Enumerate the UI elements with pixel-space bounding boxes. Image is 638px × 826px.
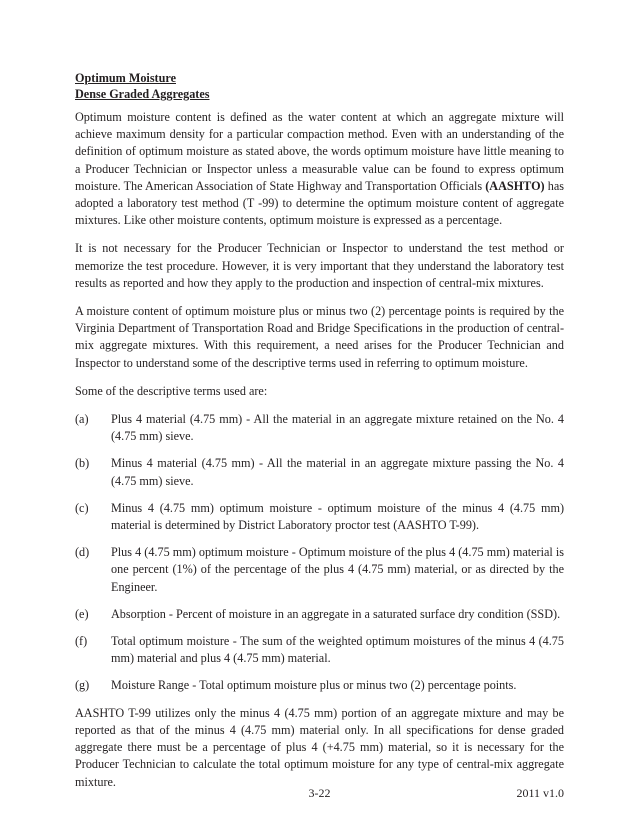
list-item-text: Plus 4 material (4.75 mm) - All the material in an aggregate mixture retained on the No. 4 (4.75 mm) sieve. (111, 412, 564, 444)
page-footer (75, 786, 564, 802)
list-item-label: (c) (75, 500, 89, 515)
paragraph-requirement: A moisture content of optimum moisture plus or minus two (2) percentage points is required by the Virginia Department of Transportation Road and Bridge Specifications in the production of central-mix aggregate mixtures. With this requirement, a need arises for the Producer Technician and Inspector to understand some of the descriptive terms used in referring to optimum moisture. (75, 304, 564, 370)
paragraph-not-necessary: It is not necessary for the Producer Technician or Inspector to understand the test method or memorize the test procedure. However, it is very important that they understand the laboratory test results as reported and how they apply to the production and inspection of central-mix mixtures. (75, 241, 564, 290)
list-item (75, 606, 564, 623)
paragraph-aashto-t99: AASHTO T-99 utilizes only the minus 4 (4.75 mm) portion of an aggregate mixture and may be reported as that of the minus 4 (4.75 mm) material only. In all specifications for dense graded aggregate there must be a percentage of plus 4 (+4.75 mm) material, so it is necessary for the Producer Technician to calculate the total optimum moisture for any type of central-mix aggregate mixture. (75, 705, 564, 789)
list-item-text: Total optimum moisture - The sum of the weighted optimum moistures of the minus 4 (4.75 mm) material and plus 4 (4.75 mm) material. (111, 634, 564, 666)
paragraph-definition-text-b: has adopted a laboratory test method (T -99) to determine the optimum moisture content of aggregate mixtures. Like other moisture contents, optimum moisture is expressed as a percentage. (75, 178, 564, 228)
aashto-bold: (AASHTO) (485, 178, 545, 193)
paragraph-definition (75, 109, 564, 229)
list-item-label: (f) (75, 634, 88, 649)
document-version: 2011 v1.0 (516, 786, 564, 800)
list-item-label: (b) (75, 456, 90, 471)
list-item-text: Plus 4 (4.75 mm) optimum moisture - Optimum moisture of the plus 4 (4.75 mm) material is one percent (1%) of the percentage of the plus 4 (4.75 mm) material, or as directed by the Engineer. (111, 545, 564, 594)
list-item (75, 455, 564, 489)
page-content (75, 70, 564, 802)
list-item (75, 633, 564, 667)
list-item (75, 677, 564, 694)
list-item-label: (g) (75, 678, 90, 693)
list-item-label: (e) (75, 606, 89, 621)
list-item-text: Minus 4 (4.75 mm) optimum moisture - optimum moisture of the minus 4 (4.75 mm) material is determined by District Laboratory proctor test (AASHTO T-99). (111, 500, 564, 533)
paragraph-terms-intro: Some of the descriptive terms used are: (75, 383, 268, 398)
section-heading: Optimum Moisture (75, 71, 176, 85)
page-number: 3-22 (308, 786, 331, 800)
list-item-text: Absorption - Percent of moisture in an aggregate in a saturated surface dry condition (SSD). (111, 606, 561, 621)
section-subheading: Dense Graded Aggregates (75, 87, 210, 101)
list-item-text: Moisture Range - Total optimum moisture plus or minus two (2) percentage points. (111, 678, 517, 693)
list-item (75, 544, 564, 596)
list-item (75, 411, 564, 445)
list-item-label: (d) (75, 545, 90, 560)
paragraph-definition-text-a: Optimum moisture content is defined as the water content at which an aggregate mixture will achieve maximum density for a particular compaction method. Even with an understanding of the definition of optimum moisture as stated above, the words optimum moisture have little meaning to a Producer Technician or Inspector unless a measurable value can be found to express optimum moisture. The American Association of State Highway and Transportation Officials (75, 110, 564, 193)
list-item-text: Minus 4 material (4.75 mm) - All the material in an aggregate mixture passing the No. 4 (4.75 mm) sieve. (111, 456, 564, 488)
list-item (75, 500, 564, 534)
list-item-label: (a) (75, 412, 89, 427)
